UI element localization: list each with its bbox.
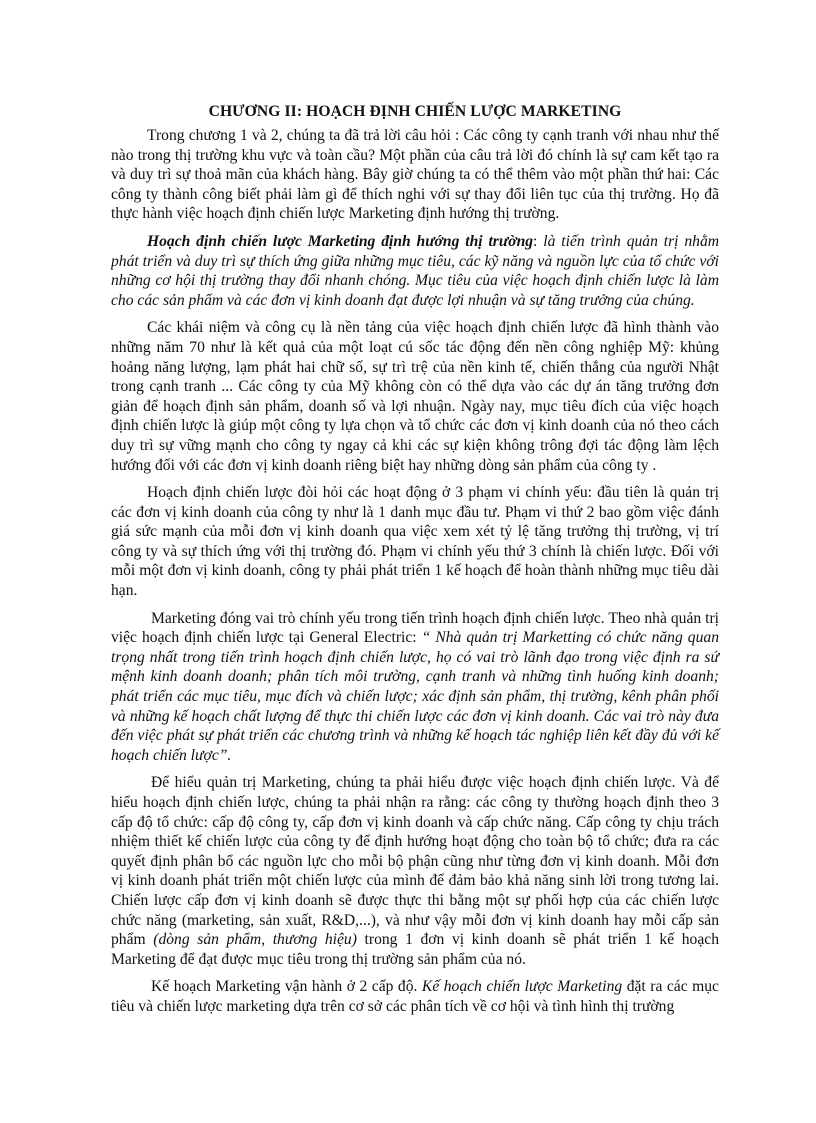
levels-lead: Để hiểu quản trị Marketing, chúng ta phải hiểu được việc hoạch định chiến lược. Và để hiểu hoạch định chiến lược, chúng ta phải nhận ra rằng: các công ty thường hoạch định theo 3 cấp độ tổ chức: cấp độ công ty, cấp đơn vị kinh doanh và cấp chức năng. Cấp công ty chịu trách nhiệm thiết kế chiến lược của công ty để định hướng hoạt động cho toàn bộ tổ chức; đưa ra các quyết định phân bổ các nguồn lực cho mỗi bộ phận cũng như từng đơn vị kinh doanh. Mỗi đơn vị kinh doanh phát triển một chiến lược của mình để đảm bảo khả năng sinh lời trong tương lai. Chiến lược cấp đơn vị kinh doanh sẽ được thực thi bằng một sự phối hợp của các chiến lược chức năng (marketing, sản xuất, R&D,...), và như vậy mỗi đơn vị kinh doanh hay mỗi cấp sản phẩm [111,774,719,949]
plan-italic: Kế hoạch chiến lược Marketing [421,978,623,996]
levels-tail: trong 1 đơn vị kinh doanh sẽ phát triển 1 kế hoạch Marketing để đạt được mục tiêu trong thị trường sản phẩm của nó. [111,931,719,968]
definition-text: là tiến trình quản trị nhằm phát triển và duy trì sự thích ứng giữa những mục tiêu, các kỹ năng và nguồn lực của tổ chức với những cơ hội thị trường thay đổi nhanh chóng. Mục tiêu của việc hoạch định chiến lược là làm cho các sản phẩm và các đơn vị kinh doanh đạt được lợi nhuận và sự tăng trưởng của chúng. [111,232,719,309]
chapter-title: CHƯƠNG II: HOẠCH ĐỊNH CHIẾN LƯỢC MARKETING [208,103,622,120]
paragraph-definition [111,232,719,310]
document-page [111,102,719,1025]
plan-tail: đặt ra các mục tiêu và chiến lược marketing dựa trên cơ sở các phân tích về cơ hội và tình hình thị trường [111,978,719,1015]
paragraph-levels [111,773,719,969]
ge-quote: “ Nhà quản trị Marketting có chức năng quan trọng nhất trong tiến trình hoạch định chiến lược, họ có vai trò lãnh đạo trong việc định ra sứ mệnh kinh doanh doanh; phân tích môi trường, cạnh tranh và những tình huống kinh doanh; phát triển các mục tiêu, mục đích và chiến lược; xác định sản phẩm, thị trường, kênh phân phối và những kế hoạch chất lượng để thực thi chiến lược các đơn vị kinh doanh. Các vai trò này đưa đến việc phát sự phát triển các chương trình và những kế hoạch tác nghiệp liên kết đầy đủ với kế hoạch chiến lược”. [111,629,719,764]
paragraph-scopes: Hoạch định chiến lược đòi hỏi các hoạt động ở 3 phạm vi chính yếu: đầu tiên là quản trị các đơn vị kinh doanh của công ty như là 1 danh mục đầu tư. Phạm vi thứ 2 bao gồm việc đánh giá sức mạnh của mỗi đơn vị kinh doanh qua việc xem xét tỷ lệ tăng trưởng thị trường, vị trí công ty và sự thích ứng với thị trường đó. Phạm vi chính yếu thứ 3 chính là chiến lược. Đối với mỗi một đơn vị kinh doanh, công ty phải phát triển 1 kế hoạch để hoàn thành những mục tiêu dài hạn. [111,484,719,600]
levels-italic: (dòng sản phẩm, thương hiệu) [153,931,357,949]
paragraph-intro: Trong chương 1 và 2, chúng ta đã trả lời câu hỏi : Các công ty cạnh tranh với nhau như thế nào trong thị trường khu vực và toàn cầu? Một phần của câu trả lời đó chính là sự cam kết tạo ra và duy trì sự thoả mãn của khách hàng. Bây giờ chúng ta có thể thêm vào một phần thứ hai: Các công ty thành công biết phải làm gì để thích nghi với sự thay đổi liên tục của thị trường. Họ đã thực hành việc hoạch định chiến lược Marketing định hướng thị trường. [111,127,719,223]
paragraph-marketing-role [111,609,719,766]
plan-lead: Kế hoạch Marketing vận hành ở 2 cấp độ. [151,978,422,996]
paragraph-history: Các khái niệm và công cụ là nền tảng của việc hoạch định chiến lược đã hình thành vào những năm 70 như là kết quả của một loạt cú sốc tác động đến nền công nghiệp Mỹ: khủng hoảng năng lượng, lạm phát hai chữ số, sự trì trệ của nền kinh tế, chiến thắng của người Nhật trong cạnh tranh ... Các công ty của Mỹ không còn có thể dựa vào các dự án tăng trưởng đơn giản để hoạch định sản phẩm, doanh số và lợi nhuận. Ngày nay, mục tiêu đích của việc hoạch định chiến lược là giúp một công ty lựa chọn và tổ chức các đơn vị kinh doanh của nó theo cách duy trì sự vững mạnh cho công ty ngay cả khi các sự kiện không trông đợi tác động làm lệch hướng đối với các đơn vị kinh doanh riêng biệt hay những dòng sản phẩm của công ty . [111,319,719,474]
marketing-role-lead: Marketing đóng vai trò chính yếu trong tiến trình hoạch định chiến lược. Theo nhà quản trị việc hoạch định chiến lược tại General Electric: [111,609,719,647]
definition-colon: : [533,232,544,250]
definition-term: Hoạch định chiến lược Marketing định hướng thị trường [147,232,534,250]
paragraph-marketing-plan [111,977,719,1016]
